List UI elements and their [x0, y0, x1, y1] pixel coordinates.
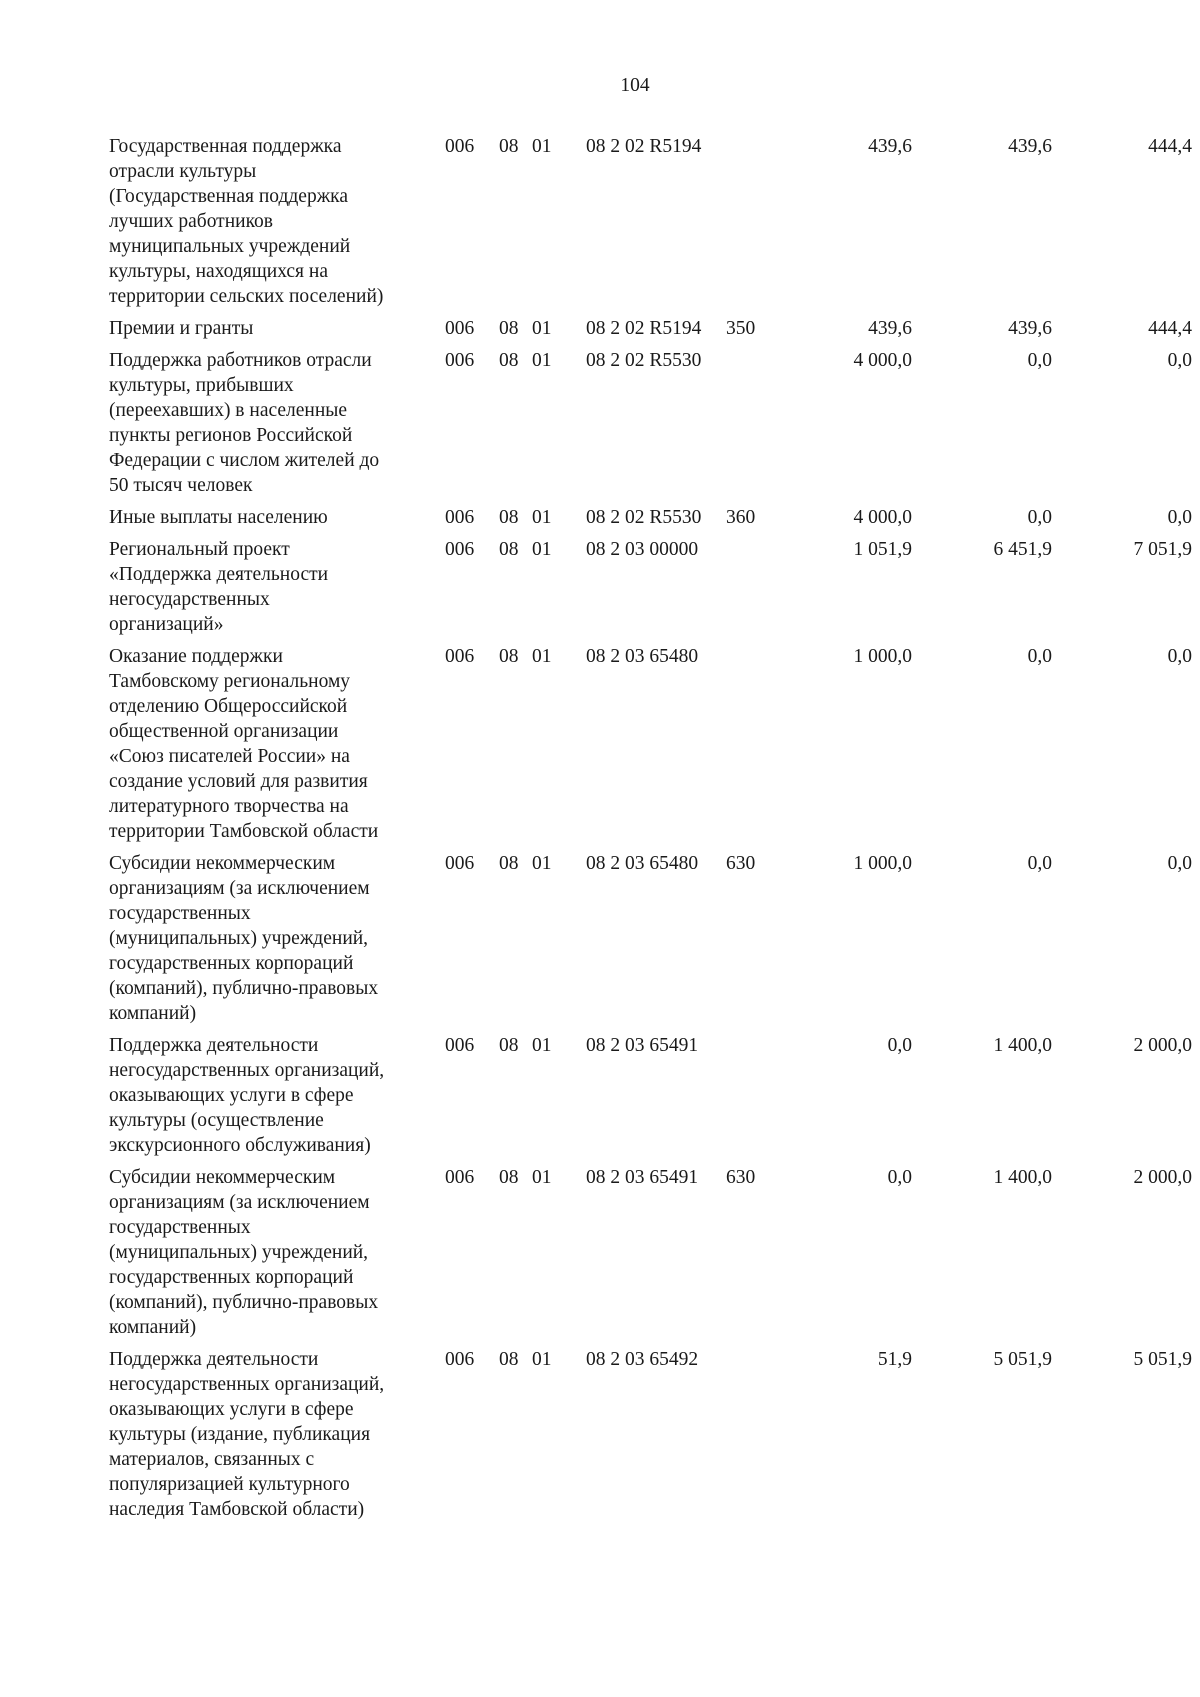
- section-code-cell: 08: [499, 507, 519, 528]
- table-row: [109, 1165, 1192, 1347]
- section-code-cell: 08: [499, 539, 519, 560]
- item-name-cell: [109, 644, 445, 851]
- table-row: [109, 644, 1192, 851]
- amount-year-3-cell: 0,0: [1167, 507, 1192, 528]
- section-code-cell: 08: [499, 318, 519, 339]
- item-name-line: отрасли культуры: [109, 161, 257, 182]
- amount-year-2-cell: 1 400,0: [993, 1167, 1052, 1188]
- item-name-cell: [109, 1033, 445, 1165]
- amount-year-3-cell: 0,0: [1167, 646, 1192, 667]
- target-article-cell: 08 2 02 R5530: [586, 507, 702, 528]
- item-name-line: негосударственных: [109, 589, 270, 610]
- item-name-line: территории Тамбовской области: [109, 821, 379, 842]
- target-article-cell: 08 2 03 65492: [586, 1349, 699, 1370]
- subsection-code-cell: 01: [532, 1349, 552, 1370]
- section-code-cell: 08: [499, 350, 519, 371]
- item-name-line: организаций»: [109, 614, 224, 635]
- item-name-line: Государственная поддержка: [109, 136, 342, 157]
- subsection-code-cell: 01: [532, 1035, 552, 1056]
- item-name-cell: [109, 1347, 445, 1529]
- item-name-line: Премии и гранты: [109, 318, 254, 339]
- budget-table: [109, 134, 1192, 1529]
- amount-year-1-cell: 439,6: [868, 318, 912, 339]
- ministry-code-cell: 006: [445, 1035, 475, 1056]
- item-name-line: компаний): [109, 1003, 197, 1024]
- expense-type-cell: 350: [726, 318, 756, 339]
- item-name-line: муниципальных учреждений: [109, 236, 351, 257]
- item-name-line: Иные выплаты населению: [109, 507, 328, 528]
- target-article-cell: 08 2 03 65480: [586, 646, 699, 667]
- target-article-cell: 08 2 03 65480: [586, 853, 699, 874]
- item-name-line: территории сельских поселений): [109, 286, 384, 307]
- item-name-line: культуры (осуществление: [109, 1110, 324, 1131]
- target-article-cell: 08 2 02 R5194: [586, 136, 702, 157]
- expense-type-cell: 630: [726, 853, 756, 874]
- item-name-line: культуры, прибывших: [109, 375, 294, 396]
- amount-year-1-cell: 0,0: [887, 1035, 912, 1056]
- page-number: 104: [620, 75, 650, 96]
- amount-year-1-cell: 4 000,0: [853, 350, 912, 371]
- section-code-cell: 08: [499, 853, 519, 874]
- item-name-line: «Поддержка деятельности: [109, 564, 329, 585]
- item-name-line: Поддержка деятельности: [109, 1035, 319, 1056]
- amount-year-2-cell: 439,6: [1008, 318, 1052, 339]
- item-name-line: отделению Общероссийской: [109, 696, 348, 717]
- item-name-line: государственных корпораций: [109, 953, 354, 974]
- item-name-line: пункты регионов Российской: [109, 425, 353, 446]
- expense-type-cell: 630: [726, 1167, 756, 1188]
- amount-year-1-cell: 0,0: [887, 1167, 912, 1188]
- table-row: [109, 505, 1192, 537]
- item-name-line: (компаний), публично-правовых: [109, 1292, 379, 1313]
- amount-year-2-cell: 0,0: [1027, 350, 1052, 371]
- section-code-cell: 08: [499, 1167, 519, 1188]
- item-name-line: Субсидии некоммерческим: [109, 853, 336, 874]
- subsection-code-cell: 01: [532, 853, 552, 874]
- subsection-code-cell: 01: [532, 539, 552, 560]
- expense-type-cell: [726, 1347, 777, 1529]
- ministry-code-cell: 006: [445, 507, 475, 528]
- item-name-line: негосударственных организаций,: [109, 1060, 385, 1081]
- item-name-line: 50 тысяч человек: [109, 475, 253, 496]
- ministry-code-cell: 006: [445, 1167, 475, 1188]
- amount-year-2-cell: 6 451,9: [993, 539, 1052, 560]
- table-row: [109, 348, 1192, 505]
- item-name-cell: [109, 851, 445, 1033]
- ministry-code-cell: 006: [445, 350, 475, 371]
- section-code-cell: 08: [499, 136, 519, 157]
- subsection-code-cell: 01: [532, 136, 552, 157]
- item-name-line: негосударственных организаций,: [109, 1374, 385, 1395]
- amount-year-2-cell: 0,0: [1027, 853, 1052, 874]
- item-name-cell: [109, 537, 445, 644]
- item-name-line: (Государственная поддержка: [109, 186, 349, 207]
- subsection-code-cell: 01: [532, 507, 552, 528]
- expense-type-cell: [726, 537, 777, 644]
- amount-year-1-cell: 439,6: [868, 136, 912, 157]
- item-name-line: оказывающих услуги в сфере: [109, 1399, 354, 1420]
- amount-year-2-cell: 0,0: [1027, 646, 1052, 667]
- target-article-cell: 08 2 02 R5530: [586, 350, 702, 371]
- item-name-cell: [109, 316, 445, 348]
- target-article-cell: 08 2 02 R5194: [586, 318, 702, 339]
- item-name-line: экскурсионного обслуживания): [109, 1135, 371, 1156]
- subsection-code-cell: 01: [532, 350, 552, 371]
- item-name-line: государственных: [109, 903, 251, 924]
- item-name-line: Поддержка работников отрасли: [109, 350, 372, 371]
- ministry-code-cell: 006: [445, 853, 475, 874]
- item-name-line: Региональный проект: [109, 539, 290, 560]
- item-name-cell: [109, 1165, 445, 1347]
- item-name-line: Тамбовскому региональному: [109, 671, 351, 692]
- amount-year-3-cell: 2 000,0: [1133, 1035, 1192, 1056]
- amount-year-1-cell: 51,9: [877, 1349, 912, 1370]
- section-code-cell: 08: [499, 1349, 519, 1370]
- section-code-cell: 08: [499, 646, 519, 667]
- ministry-code-cell: 006: [445, 646, 475, 667]
- target-article-cell: 08 2 03 00000: [586, 539, 699, 560]
- budget-table-body: [109, 134, 1192, 1529]
- item-name-line: организациям (за исключением: [109, 878, 370, 899]
- amount-year-3-cell: 0,0: [1167, 350, 1192, 371]
- expense-type-cell: [726, 1033, 777, 1165]
- item-name-line: государственных корпораций: [109, 1267, 354, 1288]
- amount-year-2-cell: 5 051,9: [993, 1349, 1052, 1370]
- item-name-line: организациям (за исключением: [109, 1192, 370, 1213]
- amount-year-3-cell: 444,4: [1148, 136, 1192, 157]
- item-name-line: компаний): [109, 1317, 197, 1338]
- item-name-line: наследия Тамбовской области): [109, 1499, 365, 1520]
- item-name-line: Субсидии некоммерческим: [109, 1167, 336, 1188]
- subsection-code-cell: 01: [532, 1167, 552, 1188]
- expense-type-cell: [726, 644, 777, 851]
- ministry-code-cell: 006: [445, 539, 475, 560]
- item-name-line: лучших работников: [109, 211, 274, 232]
- expense-type-cell: [726, 134, 777, 316]
- item-name-line: (компаний), публично-правовых: [109, 978, 379, 999]
- table-row: [109, 134, 1192, 316]
- item-name-line: материалов, связанных с: [109, 1449, 315, 1470]
- expense-type-cell: 360: [726, 507, 756, 528]
- table-row: [109, 1033, 1192, 1165]
- item-name-line: литературного творчества на: [109, 796, 349, 817]
- amount-year-1-cell: 1 000,0: [853, 853, 912, 874]
- table-row: [109, 851, 1192, 1033]
- item-name-line: популяризацией культурного: [109, 1474, 350, 1495]
- item-name-line: культуры (издание, публикация: [109, 1424, 371, 1445]
- item-name-line: (муниципальных) учреждений,: [109, 928, 369, 949]
- amount-year-2-cell: 0,0: [1027, 507, 1052, 528]
- item-name-line: оказывающих услуги в сфере: [109, 1085, 354, 1106]
- item-name-cell: [109, 134, 445, 316]
- amount-year-3-cell: 2 000,0: [1133, 1167, 1192, 1188]
- amount-year-3-cell: 5 051,9: [1133, 1349, 1192, 1370]
- table-row: [109, 1347, 1192, 1529]
- subsection-code-cell: 01: [532, 318, 552, 339]
- item-name-cell: [109, 505, 445, 537]
- amount-year-3-cell: 444,4: [1148, 318, 1192, 339]
- expense-type-cell: [726, 348, 777, 505]
- ministry-code-cell: 006: [445, 318, 475, 339]
- item-name-line: создание условий для развития: [109, 771, 368, 792]
- item-name-line: Поддержка деятельности: [109, 1349, 319, 1370]
- amount-year-2-cell: 1 400,0: [993, 1035, 1052, 1056]
- amount-year-2-cell: 439,6: [1008, 136, 1052, 157]
- item-name-line: Оказание поддержки: [109, 646, 283, 667]
- ministry-code-cell: 006: [445, 136, 475, 157]
- amount-year-3-cell: 7 051,9: [1133, 539, 1192, 560]
- ministry-code-cell: 006: [445, 1349, 475, 1370]
- table-row: [109, 316, 1192, 348]
- target-article-cell: 08 2 03 65491: [586, 1167, 699, 1188]
- amount-year-1-cell: 4 000,0: [853, 507, 912, 528]
- item-name-cell: [109, 348, 445, 505]
- amount-year-3-cell: 0,0: [1167, 853, 1192, 874]
- item-name-line: Федерации с числом жителей до: [109, 450, 380, 471]
- item-name-line: государственных: [109, 1217, 251, 1238]
- amount-year-1-cell: 1 000,0: [853, 646, 912, 667]
- item-name-line: культуры, находящихся на: [109, 261, 328, 282]
- item-name-line: (муниципальных) учреждений,: [109, 1242, 369, 1263]
- section-code-cell: 08: [499, 1035, 519, 1056]
- amount-year-1-cell: 1 051,9: [853, 539, 912, 560]
- table-row: [109, 537, 1192, 644]
- item-name-line: (переехавших) в населенные: [109, 400, 348, 421]
- subsection-code-cell: 01: [532, 646, 552, 667]
- item-name-line: «Союз писателей России» на: [109, 746, 350, 767]
- target-article-cell: 08 2 03 65491: [586, 1035, 699, 1056]
- item-name-line: общественной организации: [109, 721, 339, 742]
